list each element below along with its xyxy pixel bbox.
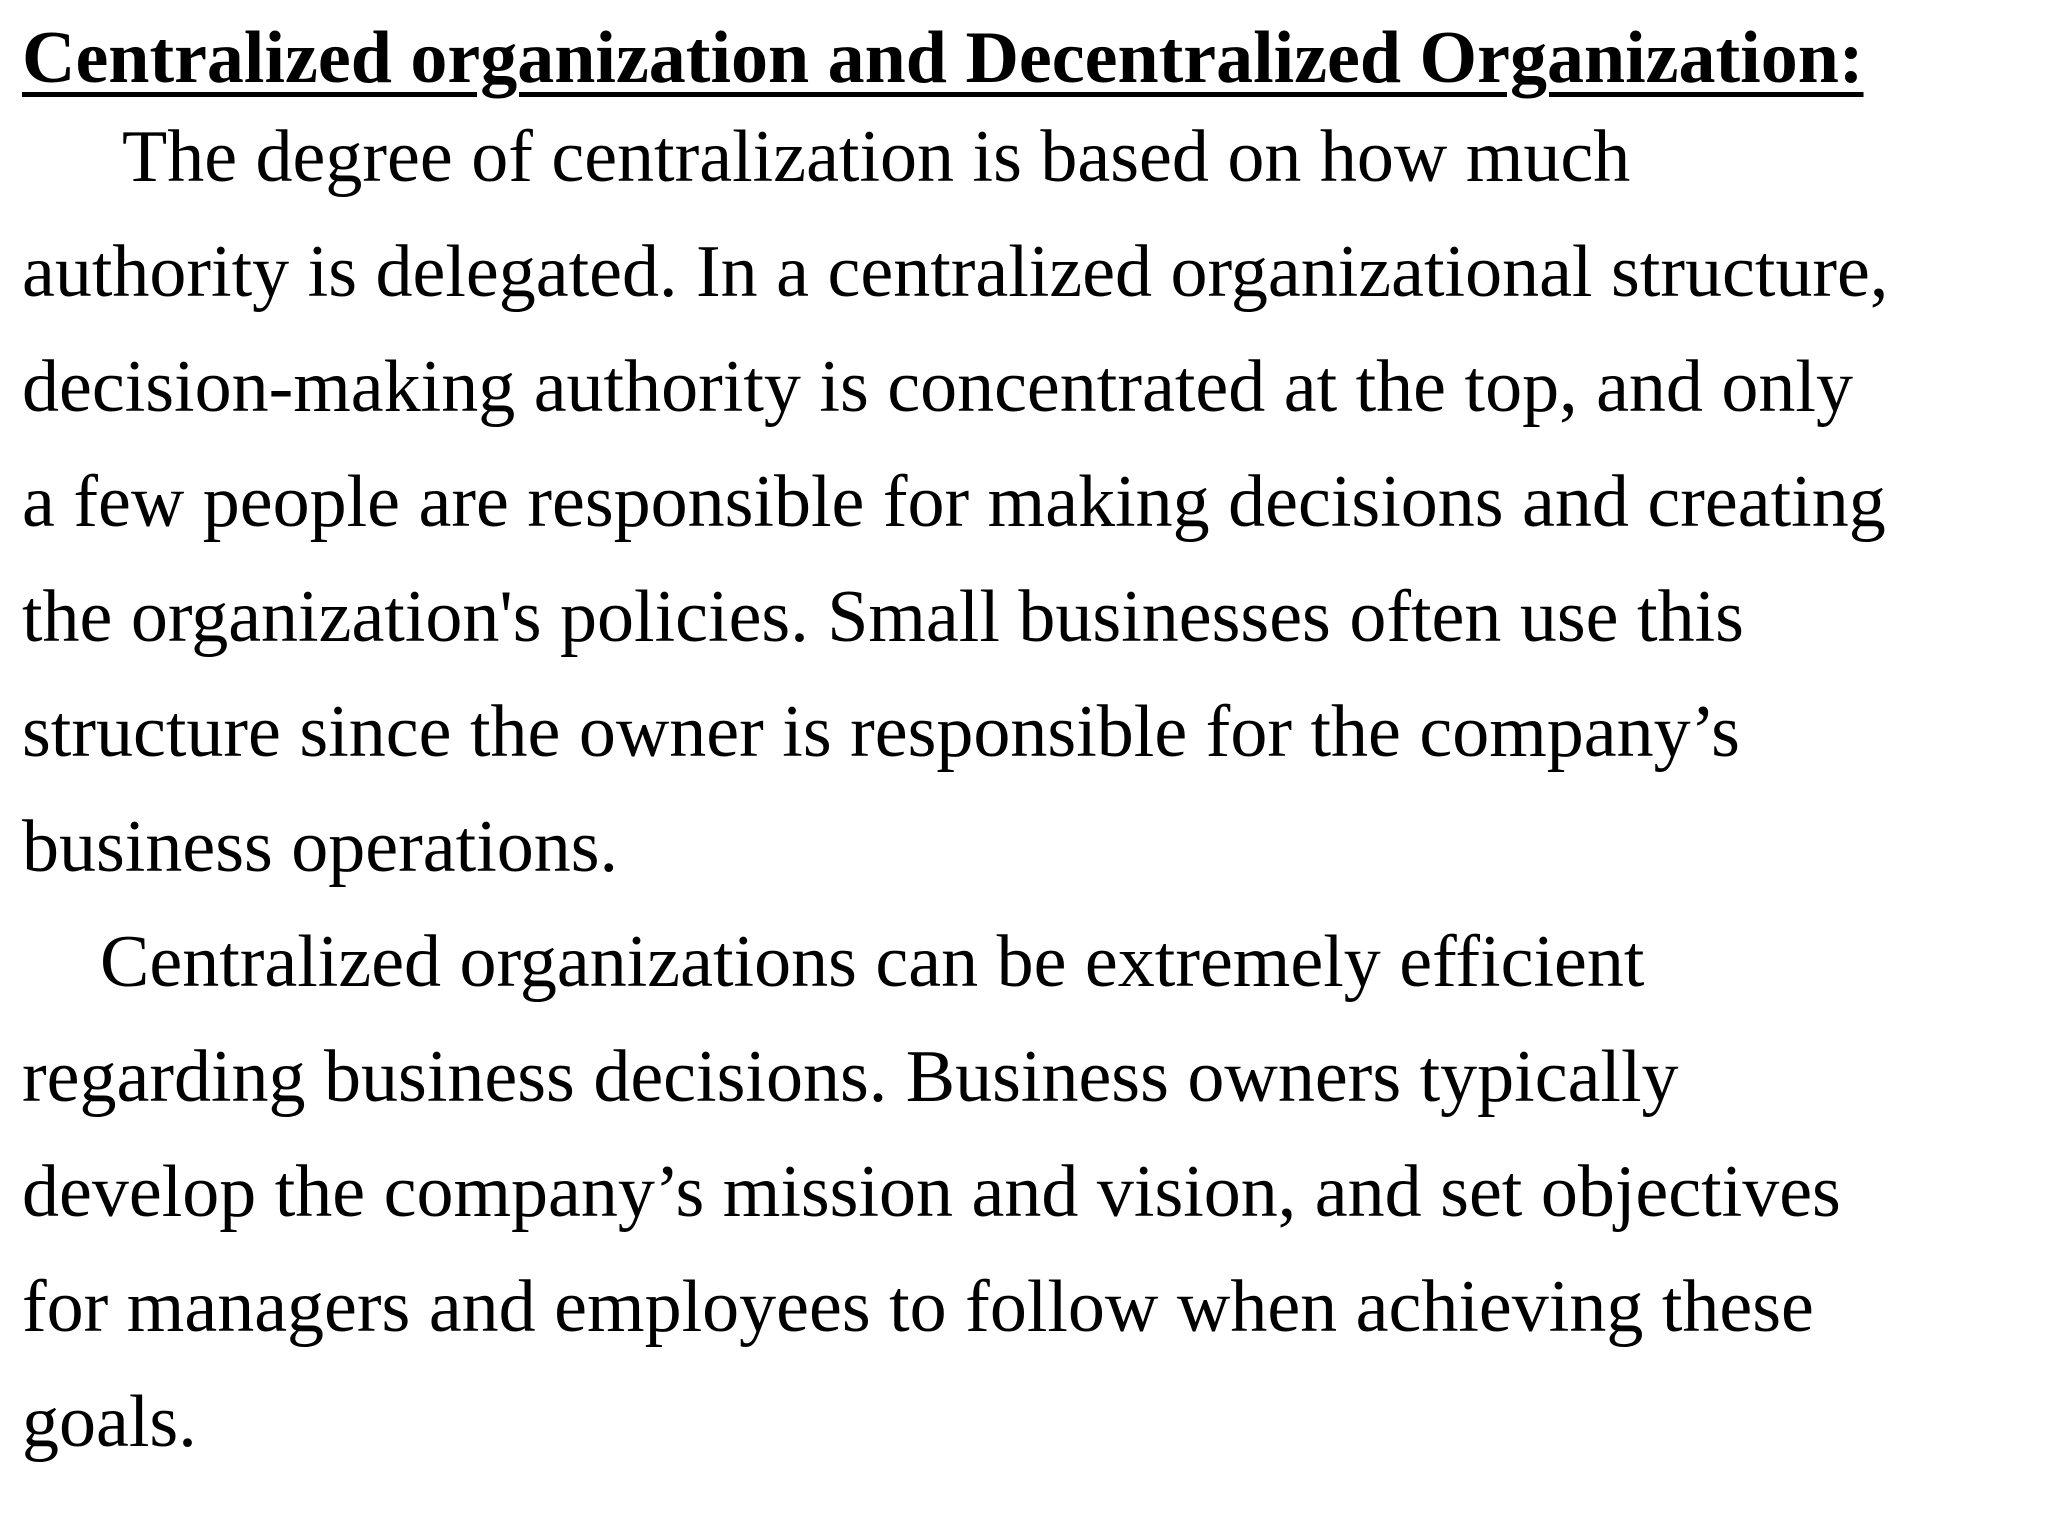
paragraph-1-line-6: structure since the owner is responsible for the company’s xyxy=(22,691,1740,773)
paragraph-2-line-2: regarding business decisions. Business owners typically xyxy=(22,1036,1679,1118)
paragraph-2-line-4: for managers and employees to follow when achieving these xyxy=(22,1266,1814,1348)
paragraph-1-line-7: business operations. xyxy=(22,806,619,888)
paragraph-1-line-5: the organization's policies. Small businesses often use this xyxy=(22,576,1744,658)
paragraph-2-line-3: develop the company’s mission and vision, and set objectives xyxy=(22,1151,1841,1233)
paragraph-1-line-2: authority is delegated. In a centralized organizational structure, xyxy=(22,231,1889,313)
paragraph-1-line-3: decision-making authority is concentrated at the top, and only xyxy=(22,346,1853,428)
paragraph-1-line-1: The degree of centralization is based on how much xyxy=(122,116,1631,198)
paragraph-2-line-1: Centralized organizations can be extremely efficient xyxy=(100,921,1645,1003)
paragraph-1-line-4: a few people are responsible for making decisions and creating xyxy=(22,461,1886,543)
paragraph-2-line-5: goals. xyxy=(22,1381,197,1463)
document-heading: Centralized organization and Decentralized Organization: xyxy=(22,17,1864,99)
